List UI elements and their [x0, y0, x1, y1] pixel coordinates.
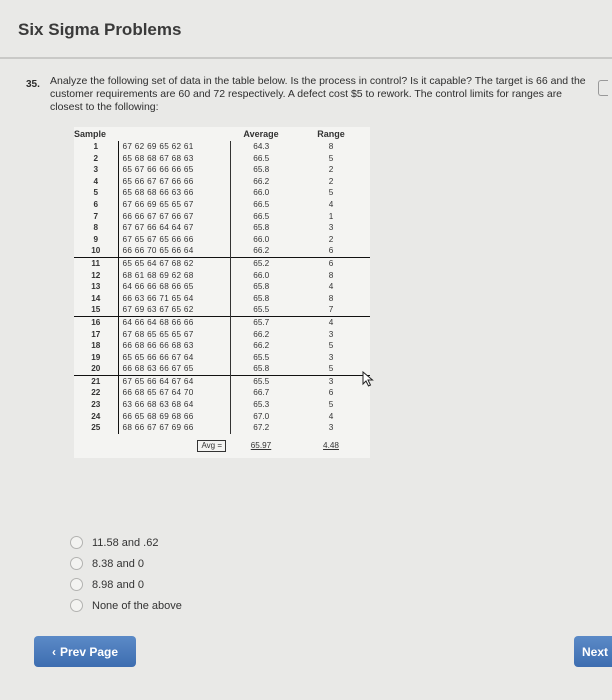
range-cell: 3: [328, 223, 334, 233]
table-row: [74, 234, 370, 246]
range-cell: 3: [328, 423, 334, 433]
range-cell: 8: [328, 142, 334, 151]
sample-cell: 1: [74, 141, 118, 153]
data-table: [74, 127, 370, 458]
table-row: [74, 340, 370, 352]
range-cell: 3: [328, 352, 334, 362]
values-cell: 65 65 66 66 67 64: [118, 352, 230, 364]
sample-cell: 6: [74, 199, 118, 211]
range-cell: 2: [328, 165, 334, 175]
sample-cell: 17: [74, 329, 118, 341]
option-2[interactable]: [70, 553, 182, 574]
values-cell: 67 69 63 67 65 62: [118, 304, 230, 316]
table-row: [74, 257, 370, 269]
average-cell: 64.3: [253, 142, 270, 151]
sample-cell: 16: [74, 316, 118, 328]
sample-cell: 11: [74, 257, 118, 269]
values-cell: 66 63 66 71 65 64: [118, 293, 230, 305]
range-cell: 5: [328, 188, 334, 198]
average-cell: 65.8: [253, 282, 270, 292]
average-cell: 66.7: [253, 388, 270, 398]
average-cell: 65.2: [230, 257, 292, 269]
table-row: [74, 211, 370, 223]
range-cell: 2: [328, 234, 334, 244]
average-cell: 66.0: [253, 234, 270, 244]
table-row: [74, 352, 370, 364]
table-row: [74, 245, 370, 257]
values-cell: 66 68 65 67 64 70: [118, 387, 230, 399]
summary-row: [74, 434, 370, 458]
range-cell: 4: [328, 282, 334, 292]
option-4[interactable]: [70, 595, 182, 616]
sample-cell: 23: [74, 399, 118, 411]
table-row: [74, 422, 370, 434]
sample-cell: 24: [74, 411, 118, 423]
sample-cell: 25: [74, 422, 118, 434]
average-cell: 66.2: [253, 341, 270, 351]
chevron-left-icon: ‹: [51, 644, 56, 659]
values-cell: 67 65 66 64 67 64: [118, 375, 230, 387]
range-cell: 5: [328, 153, 334, 163]
average-cell: 67.0: [253, 411, 270, 421]
values-cell: 64 66 64 68 66 66: [118, 316, 230, 328]
option-1[interactable]: [70, 532, 182, 553]
answer-options: [70, 532, 182, 616]
avg-range: 4.48: [323, 441, 339, 451]
range-cell: 4: [328, 199, 334, 209]
average-cell: 66.2: [253, 176, 270, 186]
sample-cell: 10: [74, 245, 118, 257]
radio-button[interactable]: [70, 536, 83, 549]
average-cell: 66.2: [253, 329, 270, 339]
values-cell: 65 66 67 67 66 66: [118, 176, 230, 188]
table-row: [74, 375, 370, 387]
table-row: [74, 316, 370, 328]
average-cell: 65.8: [253, 293, 270, 303]
values-cell: 67 65 67 65 66 66: [118, 234, 230, 246]
table-row: [74, 153, 370, 165]
table-row: [74, 187, 370, 199]
question-number: 35.: [26, 79, 40, 90]
range-cell: 8: [328, 270, 334, 280]
range-cell: 8: [328, 293, 334, 303]
values-cell: 66 68 63 66 67 65: [118, 363, 230, 375]
sample-cell: 12: [74, 270, 118, 282]
sample-cell: 3: [74, 164, 118, 176]
range-cell: 4: [292, 316, 370, 328]
sample-cell: 22: [74, 387, 118, 399]
avg-label: Avg =: [197, 440, 226, 452]
option-3[interactable]: [70, 574, 182, 595]
values-cell: 63 66 68 63 68 64: [118, 399, 230, 411]
table-row: [74, 329, 370, 341]
average-cell: 66.5: [253, 211, 270, 221]
page-title: Six Sigma Problems: [18, 20, 182, 39]
range-cell: 1: [328, 211, 334, 221]
table-row: [74, 270, 370, 282]
sample-cell: 21: [74, 375, 118, 387]
table-row: [74, 399, 370, 411]
table-row: [74, 222, 370, 234]
range-cell: 6: [328, 388, 334, 398]
mouse-cursor-icon: [362, 371, 374, 387]
range-cell: 2: [328, 176, 334, 186]
values-cell: 66 66 70 65 66 64: [118, 245, 230, 257]
range-cell: 7: [328, 305, 334, 315]
range-cell: 6: [292, 257, 370, 269]
values-cell: 68 66 67 67 69 66: [118, 422, 230, 434]
values-cell: 65 68 68 67 68 63: [118, 153, 230, 165]
table-row: [74, 176, 370, 188]
average-cell: 66.5: [253, 199, 270, 209]
question-text: Analyze the following set of data in the table below. Is the process in control? Is it capable? The target is 66 and the customer requirements are 60 and 72 respectively. A defect cost $5 to rework. The control limits for ranges are closest to the following:: [50, 75, 586, 113]
values-cell: 67 68 65 65 65 67: [118, 329, 230, 341]
average-cell: 65.5: [253, 305, 270, 315]
average-cell: 65.3: [253, 400, 270, 410]
sample-cell: 18: [74, 340, 118, 352]
average-cell: 65.8: [253, 364, 270, 374]
table-row: [74, 363, 370, 375]
average-cell: 67.2: [253, 423, 270, 433]
values-cell: 66 65 68 69 68 66: [118, 411, 230, 423]
values-cell: 67 67 66 64 64 67: [118, 222, 230, 234]
values-cell: 65 65 64 67 68 62: [118, 257, 230, 269]
range-cell: 5: [328, 364, 334, 374]
values-cell: 64 66 66 68 66 65: [118, 281, 230, 293]
sample-cell: 19: [74, 352, 118, 364]
table-row: [74, 304, 370, 316]
average-cell: 66.0: [253, 270, 270, 280]
sample-cell: 7: [74, 211, 118, 223]
header-sample: Sample: [74, 129, 107, 139]
average-cell: 66.0: [253, 188, 270, 198]
average-cell: 65.7: [230, 316, 292, 328]
values-cell: 65 68 68 66 63 66: [118, 187, 230, 199]
average-cell: 65.8: [253, 165, 270, 175]
sample-cell: 20: [74, 363, 118, 375]
values-cell: 67 66 69 65 65 67: [118, 199, 230, 211]
prev-page-button[interactable]: [34, 636, 136, 667]
sample-cell: 2: [74, 153, 118, 165]
table-row: [74, 199, 370, 211]
average-cell: 65.5: [253, 352, 270, 362]
table-row: [74, 141, 370, 153]
values-cell: 65 67 66 66 66 65: [118, 164, 230, 176]
header-range: Range: [317, 129, 345, 139]
option-label[interactable]: 8.38 and 0: [92, 557, 144, 570]
prev-page-label: Prev Page: [59, 644, 119, 659]
title-divider: [0, 57, 612, 59]
average-cell: 66.5: [253, 153, 270, 163]
next-page-button[interactable]: Next: [574, 636, 612, 667]
sample-cell: 13: [74, 281, 118, 293]
avg-average: 65.97: [250, 441, 272, 451]
average-cell: 65.8: [253, 223, 270, 233]
table-row: [74, 164, 370, 176]
table-row: [74, 281, 370, 293]
range-cell: 3: [328, 329, 334, 339]
table-row: [74, 387, 370, 399]
option-label[interactable]: None of the above: [92, 599, 182, 612]
option-label[interactable]: 11.58 and .62: [92, 536, 159, 549]
values-cell: 68 61 68 69 62 68: [118, 270, 230, 282]
table-row: [74, 411, 370, 423]
sample-cell: 15: [74, 304, 118, 316]
sample-cell: 4: [74, 176, 118, 188]
range-cell: 3: [292, 375, 370, 387]
values-cell: 67 62 69 65 62 61: [118, 141, 230, 153]
sample-cell: 5: [74, 187, 118, 199]
scroll-edge-icon: [598, 80, 608, 96]
sample-cell: 8: [74, 222, 118, 234]
radio-button[interactable]: [70, 599, 83, 612]
average-cell: 66.2: [253, 246, 270, 256]
values-cell: 66 68 66 66 68 63: [118, 340, 230, 352]
range-cell: 6: [328, 246, 334, 256]
table-row: [74, 293, 370, 305]
range-cell: 4: [328, 411, 334, 421]
sample-cell: 9: [74, 234, 118, 246]
table-header-row: [74, 127, 370, 141]
average-cell: 65.5: [230, 375, 292, 387]
sample-cell: 14: [74, 293, 118, 305]
radio-button[interactable]: [70, 557, 83, 570]
values-cell: 66 66 67 67 66 67: [118, 211, 230, 223]
range-cell: 5: [328, 341, 334, 351]
option-label[interactable]: 8.98 and 0: [92, 578, 144, 591]
header-average: Average: [243, 129, 279, 139]
range-cell: 5: [328, 400, 334, 410]
radio-button[interactable]: [70, 578, 83, 591]
